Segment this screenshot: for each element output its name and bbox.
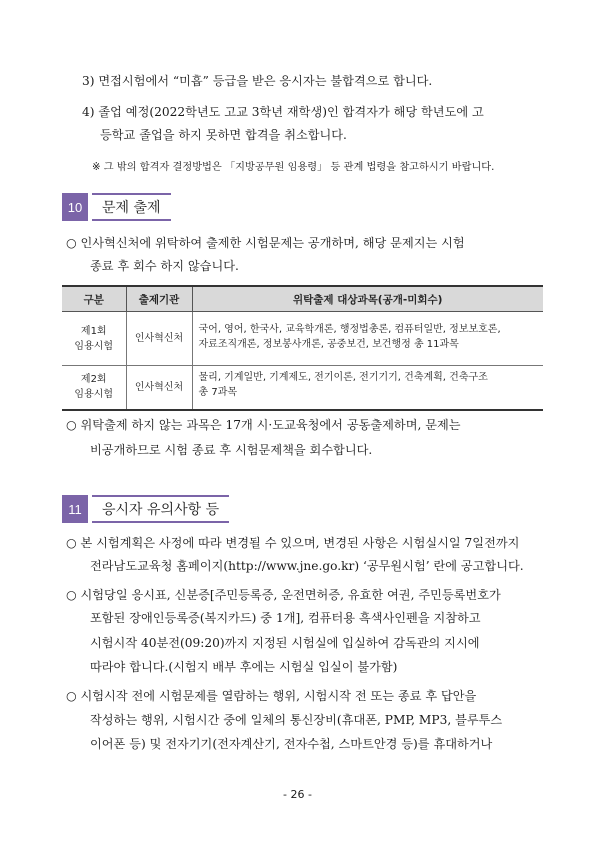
s11-para3-line3: 이어폰 등) 및 전자기기(전자계산기, 전자수첩, 스마트안경 등)를 휴대하거나 (90, 737, 493, 751)
section-number: 11 (62, 495, 88, 523)
subjects-table (62, 285, 543, 411)
reference-note: ※ 그 밖의 합격자 결정방법은 「지방공무원 임용령」 등 관계 법령을 참고하시기 바랍니다. (92, 162, 495, 173)
subject-line: 물리, 기계일반, 기계제도, 전기이론, 전기기기, 건축계획, 건축구조 (198, 372, 488, 383)
section-10-header (62, 193, 171, 221)
row-org: 인사혁신처 (126, 366, 192, 410)
item-4: 4) 졸업 예정(2022학년도 고교 3학년 재학생)인 합격자가 해당 학년도에 고 (82, 105, 484, 119)
header-subjects: 위탁출제 대상과목(공개-미회수) (192, 286, 543, 312)
s11-para3-line1: ○ 시험시작 전에 시험문제를 열람하는 행위, 시험시작 전 또는 종료 후 답안을 (66, 689, 477, 703)
row-org: 인사혁신처 (126, 312, 192, 366)
header-type: 구분 (62, 286, 126, 312)
s11-para2-line3: 시험시작 40분전(09:20)까지 지정된 시험실에 입실하여 감독관의 지시에 (90, 636, 480, 650)
type-line: 제1회 (80, 325, 107, 337)
s11-para2-line1: ○ 시험당일 응시표, 신분증[주민등록증, 운전면허증, 유효한 여권, 주민등록번호가 (66, 588, 501, 602)
table-row (62, 366, 543, 410)
subject-line: 자료조직개론, 정보봉사개론, 공중보건, 보건행정 총 11과목 (198, 339, 459, 350)
page-number: - 26 - (283, 788, 312, 801)
item-4-cont: 등학교 졸업을 하지 못하면 합격을 취소합니다. (100, 128, 347, 142)
row-subjects (192, 366, 543, 410)
type-line: 제2회 (80, 374, 107, 386)
s10-para1-line1: ○ 인사혁신처에 위탁하여 출제한 시험문제는 공개하며, 해당 문제지는 시험 (66, 236, 465, 250)
item-3: 3) 면접시험에서 “미흡” 등급을 받은 응시자는 불합격으로 합니다. (82, 74, 433, 88)
table-header-row (62, 286, 543, 312)
s11-para1-line2: 전라남도교육청 홈페이지(http://www.jne.go.kr) ‘공무원시험’ 란에 공고합니다. (90, 559, 524, 573)
header-org: 출제기관 (126, 286, 192, 312)
s11-para2-line4: 따라야 합니다.(시험지 배부 후에는 시험실 입실이 불가함) (90, 660, 398, 674)
section-number: 10 (62, 193, 88, 221)
table-row (62, 312, 543, 366)
type-line: 임용시험 (74, 389, 114, 401)
s10-para1-line2: 종료 후 회수 하지 않습니다. (90, 259, 239, 273)
s10-para2-line2: 비공개하므로 시험 종료 후 시험문제책을 회수합니다. (90, 443, 373, 457)
section-title: 응시자 유의사항 등 (92, 495, 229, 523)
section-11-header (62, 495, 229, 523)
s11-para2-line2: 포함된 장애인등록증(복지카드) 중 1개], 컴퓨터용 흑색사인펜을 지참하고 (90, 611, 481, 625)
type-line: 임용시험 (74, 340, 114, 352)
section-title: 문제 출제 (92, 193, 171, 221)
row-subjects (192, 312, 543, 366)
s11-para1-line1: ○ 본 시험계획은 사정에 따라 변경될 수 있으며, 변경된 사항은 시험실시일 7일전까지 (66, 536, 520, 550)
row-type (62, 366, 126, 410)
s10-para2-line1: ○ 위탁출제 하지 않는 과목은 17개 시·도교육청에서 공동출제하며, 문제는 (66, 418, 461, 432)
subject-line: 국어, 영어, 한국사, 교육학개론, 행정법총론, 컴퓨터일반, 정보보호론, (198, 324, 501, 335)
subject-line: 총 7과목 (198, 387, 238, 398)
row-type (62, 312, 126, 366)
s11-para3-line2: 작성하는 행위, 시험시간 중에 일체의 통신장비(휴대폰, PMP, MP3, 블루투스 (90, 713, 503, 727)
